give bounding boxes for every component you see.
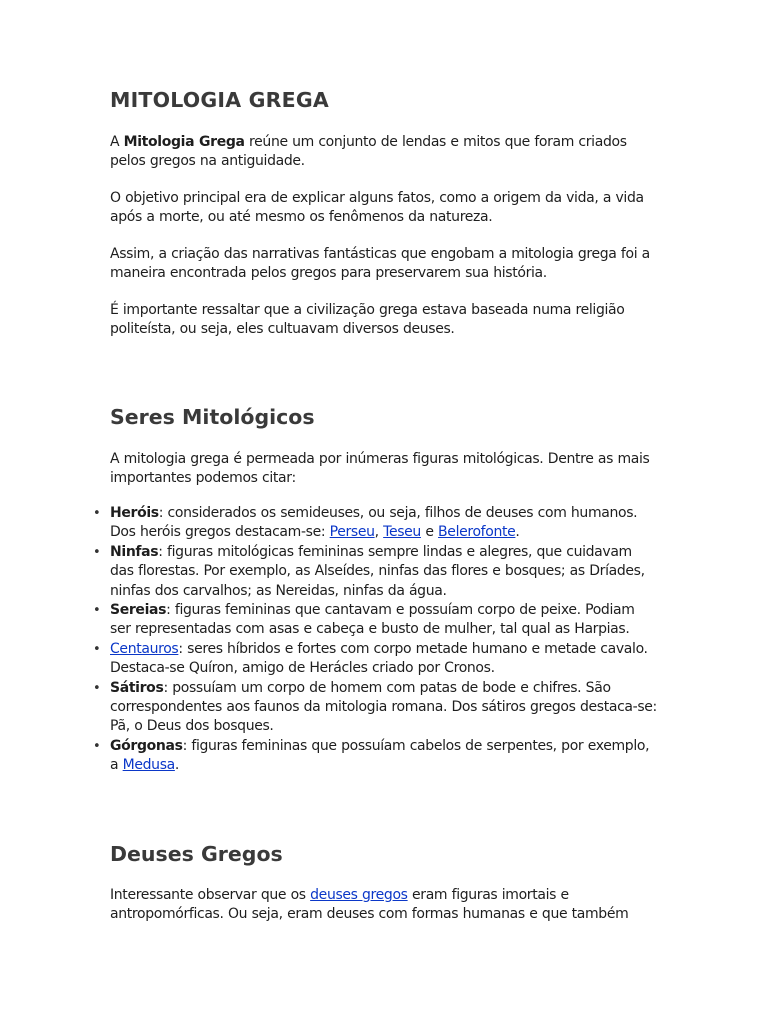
item-text: : figuras femininas que possuíam cabelos de serpentes, por exemplo, a [110,737,650,774]
paragraph-text: eram figuras imortais e antropomórficas. Ou seja, eram deuses com formas humanas e que também [110,887,629,923]
intro-paragraph-3: Assim, a criação das narrativas fantásticas que engobam a mitologia grega foi a maneira encontrada pelos gregos para preservarem sua história. [110,246,650,282]
bullet-icon: • [93,641,101,657]
list-item-satiros [93,679,658,737]
seres-intro-paragraph: A mitologia grega é permeada por inúmeras figuras mitológicas. Dentre as mais importantes podemos citar: [110,451,650,487]
intro-text: A [110,134,124,150]
deuses-paragraph [110,886,658,925]
bullet-icon: • [93,680,101,696]
list-item-ninfas [93,543,658,601]
term-sereias: Sereias [110,602,167,619]
item-text: . [515,524,520,541]
section-heading-deuses: Deuses Gregos [110,842,283,866]
link-perseu[interactable]: Perseu [329,524,375,541]
item-text: : possuíam um corpo de homem com patas de bode e chifres. São correspondentes aos faunos da mitologia romana. Dos sátiros gregos destaca-se: Pã, o Deus dos bosques. [110,679,657,735]
seres-list [93,504,658,776]
item-text: , [374,524,384,541]
item-text: : figuras femininas que cantavam e possuíam corpo de peixe. Podiam ser representadas com asas e cabeça e busto de mulher, tal qual as Harpias. [110,602,635,638]
link-medusa[interactable]: Medusa [122,757,175,774]
item-text: e [420,524,439,541]
link-belerofonte[interactable]: Belerofonte [438,524,516,541]
intro-paragraph-4: É importante ressaltar que a civilização grega estava baseada numa religião politeísta, ou seja, eles cultuavam diversos deuses. [110,302,625,338]
term-herois: Heróis [110,505,159,521]
item-text: : considerados os semideuses, ou seja, filhos de deuses com humanos. Dos heróis gregos destacam-se: [110,505,638,541]
term-satiros: Sátiros [110,679,164,696]
item-text: : seres híbridos e fortes com corpo metade humano e metade cavalo. Destaca-se Quíron, amigo de Herácles criado por Cronos. [110,640,648,677]
page-title: MITOLOGIA GREGA [110,88,329,112]
list-item-gorgonas [93,737,658,776]
item-text: : figuras mitológicas femininas sempre lindas e alegres, que cuidavam das florestas. Por exemplo, as Alseídes, ninfas das flores e bosques; as Dríades, ninfas dos carvalhos; as Nereidas, ninfas da água. [110,543,645,599]
link-deuses-gregos[interactable]: deuses gregos [310,887,408,903]
intro-paragraph-1 [110,133,658,172]
link-centauros[interactable]: Centauros [110,640,179,657]
term-gorgonas: Górgonas [110,737,183,754]
bullet-icon: • [93,603,101,619]
bullet-icon: • [93,544,101,560]
intro-text: reúne um conjunto de lendas e mitos que foram criados pelos gregos na antiguidade. [110,134,627,170]
intro-paragraph-2: O objetivo principal era de explicar alguns fatos, como a origem da vida, a vida após a morte, ou até mesmo os fenômenos da natureza. [110,190,644,226]
term-ninfas: Ninfas [110,543,159,560]
bullet-icon: • [93,506,101,521]
list-item-sereias [93,601,658,640]
item-text: . [174,757,179,774]
link-teseu[interactable]: Teseu [383,524,421,541]
intro-bold-term: Mitologia Grega [123,134,245,150]
bullet-icon: • [93,738,101,754]
paragraph-text: Interessante observar que os [110,887,311,903]
list-item-centauros [93,640,658,679]
list-item-herois [93,504,658,543]
section-heading-seres: Seres Mitológicos [110,405,315,429]
